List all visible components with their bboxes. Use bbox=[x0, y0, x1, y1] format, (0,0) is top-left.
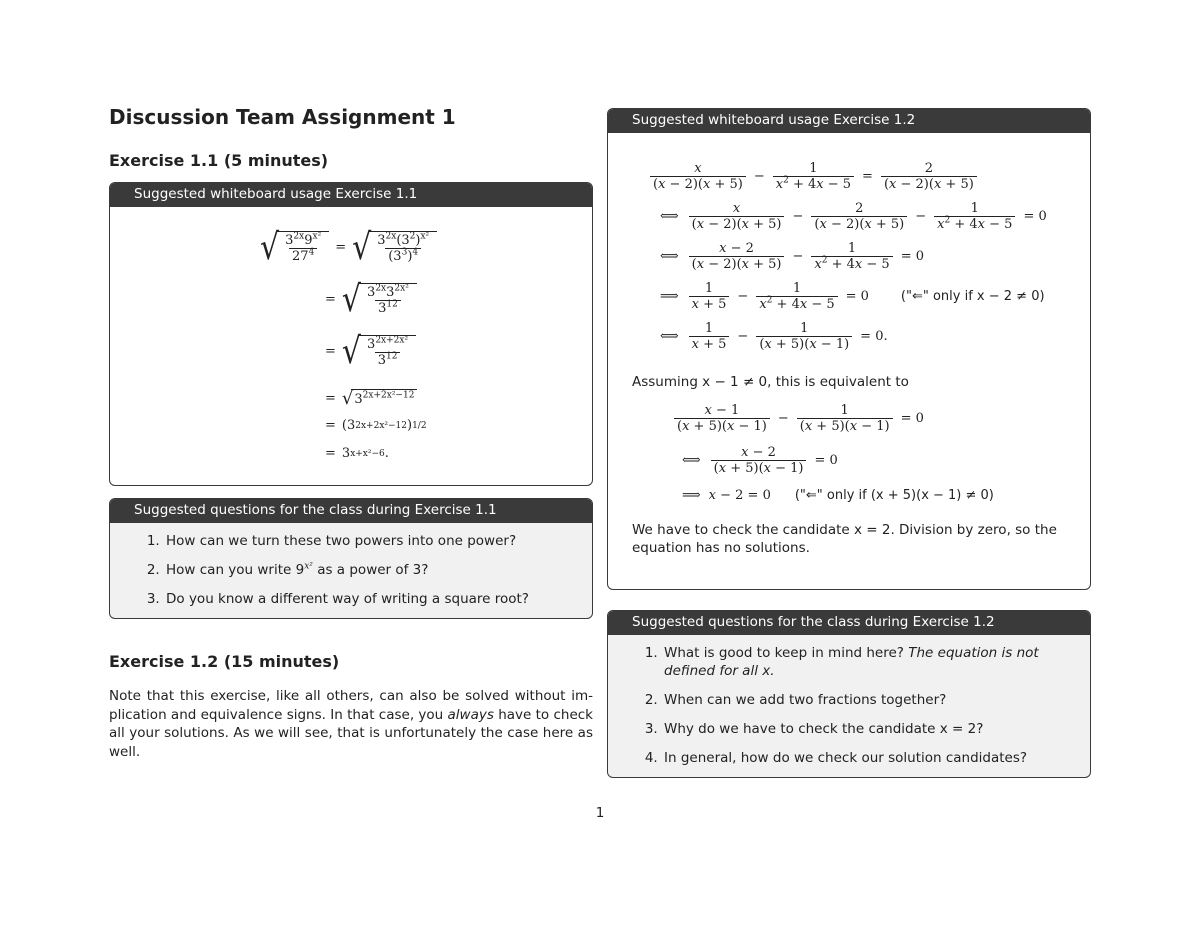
math-line-2: = √ $\frac{3^{2x}3^{2x^2}}{3^{12}}$ bbox=[325, 283, 417, 316]
whiteboard-box-1-1-title: Suggested whiteboard usage Exercise 1.1 bbox=[110, 183, 592, 207]
math-line-5: = (3 2x+2x²−12 ) 1/2 bbox=[325, 418, 427, 433]
exercise-1-2-heading: Exercise 1.2 (15 minutes) bbox=[109, 652, 340, 671]
left-column bbox=[109, 104, 593, 761]
math-1-2-line-6: $\frac{x - 1}{(x + 5)(x - 1)}$ − $\frac{1}{(x + 5)(x - 1)}$ = 0 bbox=[672, 403, 930, 434]
whiteboard-box-1-2-title: Suggested whiteboard usage Exercise 1.2 bbox=[608, 109, 1090, 133]
questions-box-1-1-title: Suggested questions for the class during Exercise 1.1 bbox=[110, 499, 592, 523]
math-1-2-line-3: ⟺ $\frac{x - 2}{(x - 2)(x + 5)}$ − $\frac{1}{x^2 + 4x - 5}$ = 0 bbox=[660, 241, 924, 272]
question-1-2-2: 2. When can we add two fractions together? bbox=[662, 691, 1068, 709]
right-column bbox=[607, 108, 1091, 778]
math-line-3: = √ $\frac{3^{2x+2x^2}}{3^{12}}$ bbox=[325, 335, 416, 368]
math-1-2-line-1: $\frac{x}{(x - 2)(x + 5)}$ − $\frac{1}{x^2 + 4x - 5}$ = $\frac{2}{(x - 2)(x + 5)}$ bbox=[648, 161, 979, 192]
whiteboard-box-1-2 bbox=[607, 108, 1091, 590]
document-title: Discussion Team Assignment 1 bbox=[109, 105, 456, 129]
question-1-2-1: 1. What is good to keep in mind here? The equation is not defined for all x. bbox=[662, 644, 1068, 680]
page-number: 1 bbox=[595, 805, 605, 821]
math-1-2-line-2: ⟺ $\frac{x}{(x - 2)(x + 5)}$ − $\frac{2}{(x - 2)(x + 5)}$ − $\frac{1}{x^2 + 4x - 5}$ = 0 bbox=[660, 201, 1047, 232]
math-1-2-line-7: ⟺ $\frac{x - 2}{(x + 5)(x - 1)}$ = 0 bbox=[682, 445, 838, 476]
exercise-1-1-heading: Exercise 1.1 (5 minutes) bbox=[109, 151, 329, 170]
question-1-1-1: 1. How can we turn these two powers into one power? bbox=[164, 532, 570, 550]
questions-box-1-2-title: Suggested questions for the class during Exercise 1.2 bbox=[608, 611, 1090, 635]
math-line-6: = 3 x+x²−6 . bbox=[325, 446, 389, 461]
math-1-2-line-4: ⟹ $\frac{1}{x + 5}$ − $\frac{1}{x^2 + 4x - 5}$ = 0 ("⇐" only if x − 2 ≠ 0) bbox=[660, 281, 1045, 312]
math-line-4: = √ $3^{2x+2x^2-12}$ bbox=[325, 389, 417, 409]
assuming-text: Assuming x − 1 ≠ 0, this is equivalent to bbox=[632, 374, 909, 390]
question-1-2-4: 4. In general, how do we check our solution candidates? bbox=[662, 749, 1068, 767]
math-line-1: √ $\frac{3^{2x}9^{x^2}}{27^4}$ = √ $\frac{3^{2x}(3^2)^{x^2}}{(3^3)^4}$ bbox=[260, 231, 437, 264]
question-1-1-3: 3. Do you know a different way of writing a square root? bbox=[164, 590, 570, 608]
questions-box-1-1 bbox=[109, 498, 593, 619]
exercise-1-2-intro: Note that this exercise, like all others, can also be solved without im-plication and equivalence signs. In that case, you always have to check all your solutions. As we will see, that is unfortunately the case here as well. bbox=[109, 688, 593, 760]
note-1: ("⇐" only if x − 2 ≠ 0) bbox=[900, 288, 1045, 304]
questions-list-1-1 bbox=[134, 532, 570, 608]
questions-list-1-2 bbox=[632, 644, 1068, 767]
math-1-2-line-8: ⟹ x − 2 = 0 ("⇐" only if (x + 5)(x − 1) ≠ 0) bbox=[682, 488, 994, 503]
question-1-1-2: 2. How can you write $9^{x^2}$ as a power of 3? bbox=[164, 561, 570, 579]
whiteboard-box-1-1 bbox=[109, 182, 593, 486]
question-1-2-3: 3. Why do we have to check the candidate x = 2? bbox=[662, 720, 1068, 738]
conclusion-text: We have to check the candidate x = 2. Division by zero, so the equation has no solutions. bbox=[632, 522, 1057, 556]
note-2: ("⇐" only if (x + 5)(x − 1) ≠ 0) bbox=[794, 488, 994, 503]
questions-box-1-2 bbox=[607, 610, 1091, 778]
whiteboard-1-1-math bbox=[110, 207, 592, 485]
math-1-2-line-5: ⟺ $\frac{1}{x + 5}$ − $\frac{1}{(x + 5)(x - 1)}$ = 0. bbox=[660, 321, 888, 352]
